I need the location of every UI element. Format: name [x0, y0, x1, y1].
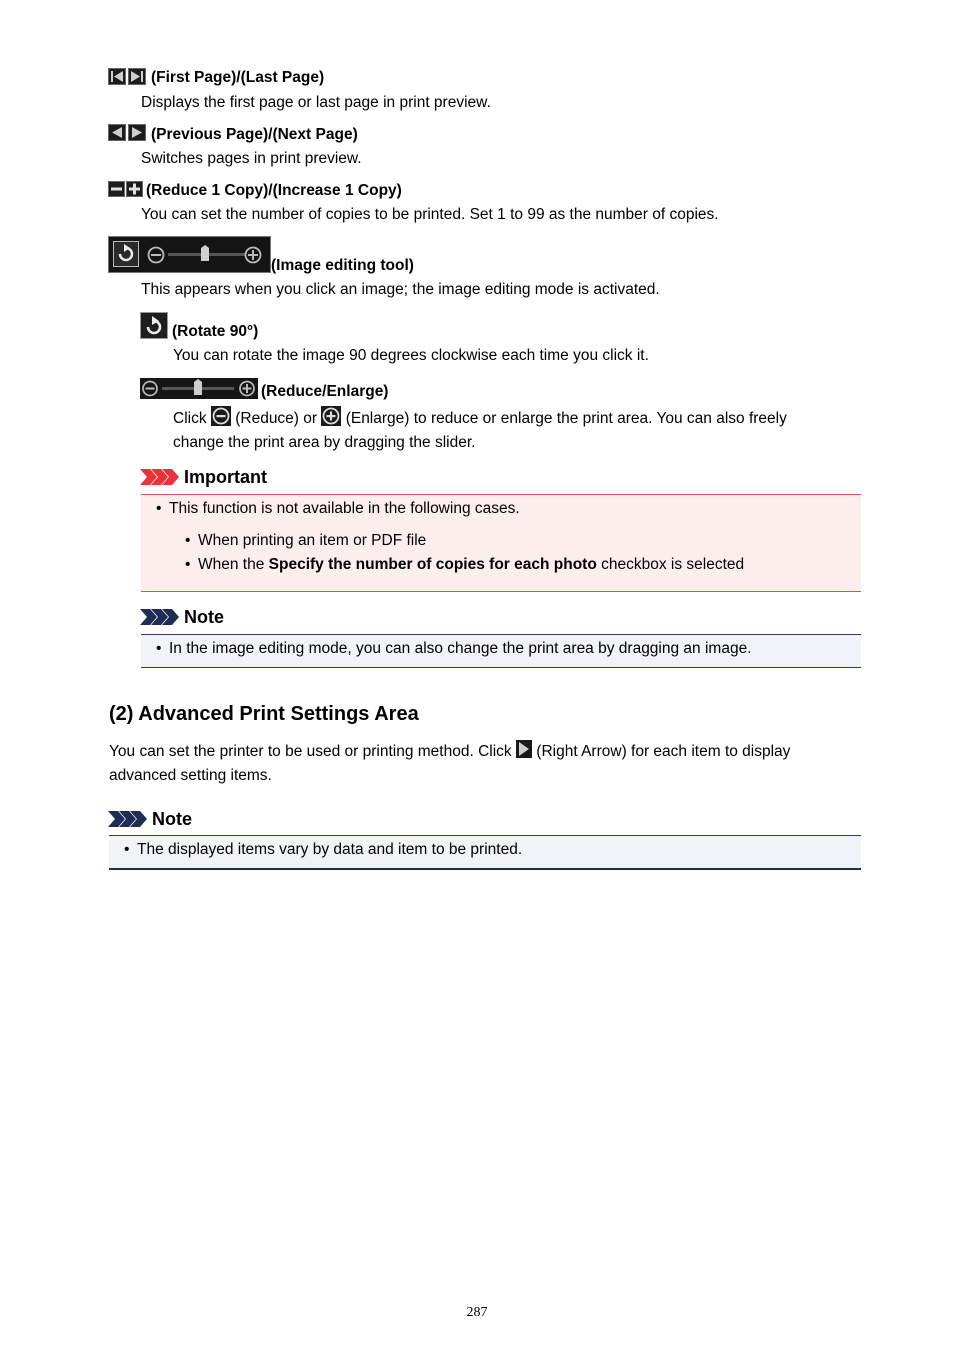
- minus-icon: [108, 181, 126, 198]
- section2-line2: advanced setting items.: [109, 767, 272, 784]
- sub2-bold: Specify the number of copies for each photo: [268, 556, 597, 573]
- note2-title: Note: [152, 809, 192, 829]
- rotate-desc: You can rotate the image 90 degrees clockwise each time you click it.: [173, 347, 649, 364]
- right-arrow-icon: [516, 740, 532, 758]
- note2-bullet: The displayed items vary by data and item to be printed.: [137, 841, 523, 858]
- section2-line1: [109, 740, 790, 764]
- sub2-pre: When the: [198, 556, 265, 573]
- click-text: Click: [173, 410, 207, 427]
- image-editing-desc: This appears when you click an image; the image editing mode is activated.: [141, 281, 660, 298]
- reduce-text: (Reduce) or: [235, 410, 318, 427]
- note1-bullet: In the image editing mode, you can also change the print area by dragging an image.: [169, 640, 752, 657]
- first-last-desc: Displays the first page or last page in print preview.: [141, 94, 491, 111]
- important-sub2-mark: •: [185, 556, 191, 573]
- note1-chevron-icon: [140, 609, 180, 625]
- first-last-label: (First Page)/(Last Page): [151, 69, 325, 86]
- image-editing-label: (Image editing tool): [271, 257, 414, 274]
- page-number: 287: [466, 1305, 488, 1320]
- copy-label: (Reduce 1 Copy)/(Increase 1 Copy): [146, 182, 402, 199]
- image-editing-toolbar-icon: [108, 236, 271, 273]
- note2-bullet-mark: •: [124, 841, 130, 858]
- important-sub1: When printing an item or PDF file: [198, 532, 427, 549]
- rotate-icon: [140, 312, 168, 339]
- previous-page-icon: [108, 124, 128, 142]
- prev-next-desc: Switches pages in print preview.: [141, 150, 362, 167]
- important-bullet: This function is not available in the following cases.: [169, 500, 520, 517]
- important-sub2: [198, 553, 744, 577]
- enlarge-icon: [321, 406, 341, 426]
- reduce-enlarge-label: (Reduce/Enlarge): [261, 383, 389, 400]
- section2-line1-post: (Right Arrow) for each item to display: [536, 743, 791, 760]
- reduce-enlarge-desc-line1: [173, 407, 787, 431]
- plus-icon: [126, 181, 144, 198]
- rotate-label: (Rotate 90°): [172, 323, 259, 340]
- section2-line1-pre: You can set the printer to be used or printing method. Click: [109, 743, 512, 760]
- note1-title: Note: [184, 607, 224, 627]
- sub2-post: checkbox is selected: [601, 556, 745, 573]
- enlarge-text: (Enlarge) to reduce or enlarge the print area. You can also freely: [345, 410, 787, 427]
- last-page-icon: [128, 68, 148, 86]
- reduce-icon: [211, 406, 231, 426]
- important-sub1-mark: •: [185, 532, 191, 549]
- important-bullet-mark: •: [156, 500, 162, 517]
- note1-bullet-mark: •: [156, 640, 162, 657]
- section2-heading: (2) Advanced Print Settings Area: [109, 703, 419, 725]
- next-page-icon: [128, 124, 148, 142]
- prev-next-label: (Previous Page)/(Next Page): [151, 126, 358, 143]
- important-title: Important: [184, 467, 267, 487]
- reduce-enlarge-desc-line2: change the print area by dragging the slider.: [173, 434, 476, 451]
- copy-desc: You can set the number of copies to be printed. Set 1 to 99 as the number of copies.: [141, 206, 719, 223]
- note2-chevron-icon: [108, 811, 148, 827]
- zoom-slider-icon: [140, 378, 258, 399]
- important-chevron-icon: [140, 469, 180, 485]
